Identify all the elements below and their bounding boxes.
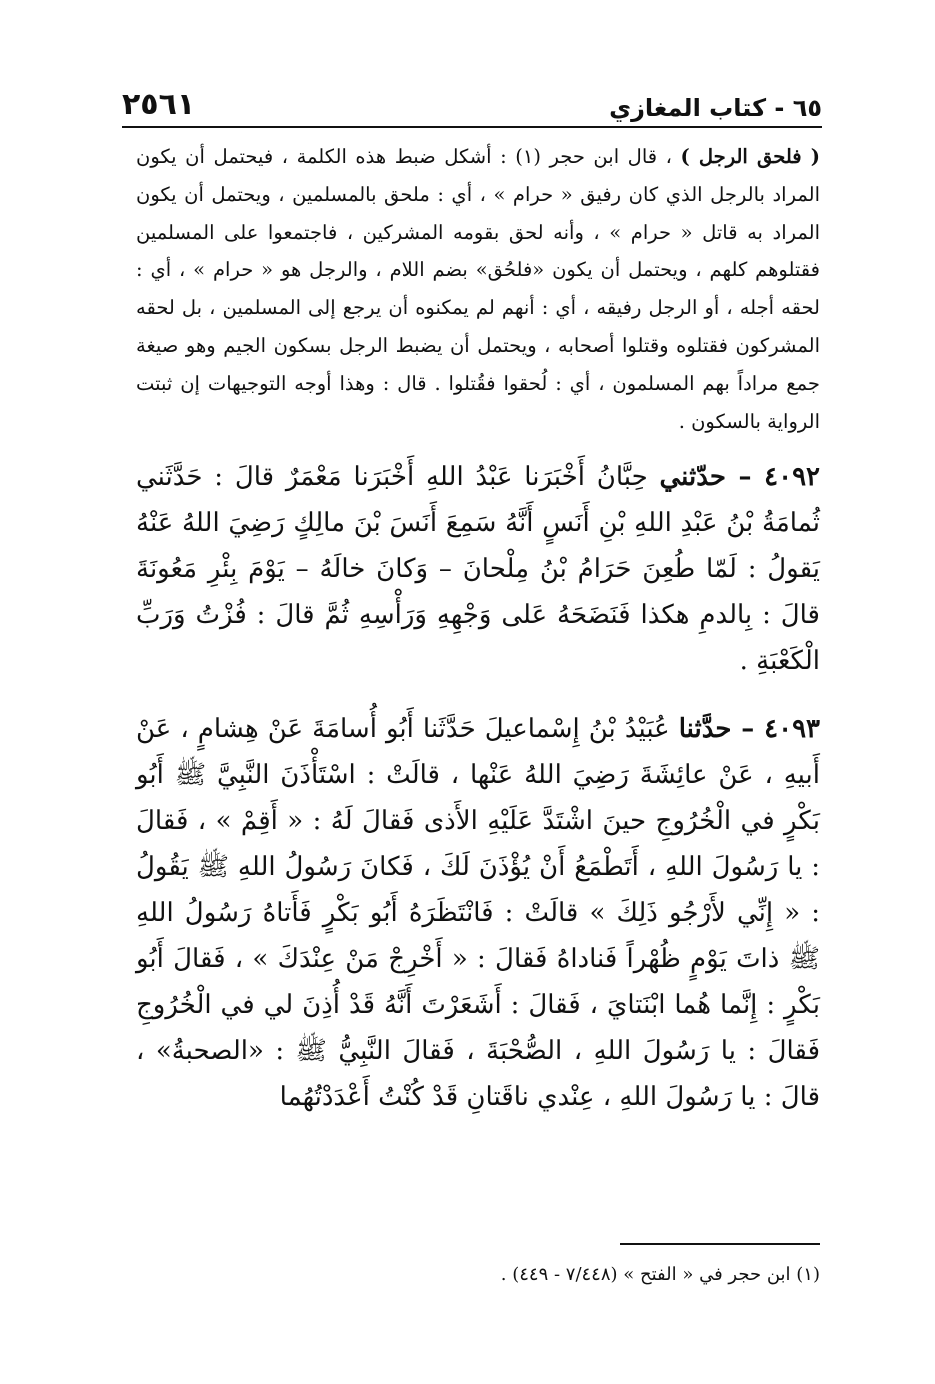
header-rule	[122, 126, 822, 128]
hadith-4092	[136, 454, 820, 684]
commentary-paragraph	[136, 138, 820, 440]
page-body	[136, 138, 820, 1120]
commentary-lead: ( فلحق الرجل )	[680, 145, 820, 168]
hadith-4093-text: عُبَيْدُ بْنُ إِسْماعيلَ حَدَّثَنا أَبُو أُسامَةَ عَنْ هِشامٍ ، عَنْ أَبيهِ ، عَنْ عائِشَةَ رَضِيَ اللهُ عَنْها ، قالَتْ : اسْتَأْذَنَ النَّبِيَّ ﷺ أَبُو بَكْرٍ في الْخُرُوجِ حينَ اشْتَدَّ عَلَيْهِ الأَذى فَقالَ لَهُ : « أَقِمْ » ، فَقالَ : يا رَسُولَ اللهِ ، أَتَطْمَعُ أَنْ يُؤْذَنَ لَكَ ، فَكانَ رَسُولُ اللهِ ﷺ يَقُولُ : « إِنِّي لأَرْجُو ذَلِكَ » قالَتْ : فَانْتَظَرَهُ أَبُو بَكْرٍ فَأَتاهُ رَسُولُ اللهِ ﷺ ذاتَ يَوْمٍ ظُهْراً فَناداهُ فَقالَ : « أَخْرِجْ مَنْ عِنْدَكَ » ، فَقالَ أَبُو بَكْرٍ : إِنَّما هُما ابْنَتايَ ، فَقالَ : أَشَعَرْتَ أَنَّهُ قَدْ أُذِنَ لي في الْخُرُوجِ فَقالَ : يا رَسُولَ اللهِ ، الصُّحْبَةَ ، فَقالَ النَّبِيُّ ﷺ : «الصحبةُ» ، قالَ : يا رَسُولَ اللهِ ، عِنْدي ناقَتانِ قَدْ كُنْتُ أَعْدَدْتُهُما	[136, 714, 820, 1113]
page-header	[122, 78, 822, 122]
footnote-rule	[620, 1243, 820, 1245]
footnote: (١) ابن حجر في « الفتح » (٧/٤٤٨ - ٤٤٩) .	[500, 1264, 820, 1285]
commentary-text: ، قال ابن حجر (١) : أشكل ضبط هذه الكلمة ، فيحتمل أن يكون المراد بالرجل الذي كان رفيق « حرام » ، أي : ملحق بالمسلمين ، ويحتمل أن يكون المراد به قاتل « حرام » ، وأنه لحق بقومه المشركين ، فاجتمعوا على المسلمين فقتلوهم كلهم ، ويحتمل أن يكون «فلحُق» بضم اللام ، والرجل هو « حرام » ، أي : لحقه أجله ، أو الرجل رفيقه ، أي : أنهم لم يمكنوه أن يرجع إلى المسلمين ، بل لحقه المشركون فقتلوه وقتلوا أصحابه ، ويحتمل أن يضبط الرجل بسكون الجيم وهو صيغة جمع مراداً بهم المسلمون ، أي : لُحقوا فقُتلوا . قال : وهذا أوجه التوجيهات إن ثبتت الرواية بالسكون .	[136, 145, 820, 433]
hadith-4093-intro: ٤٠٩٣ – حدَّثنا	[678, 714, 821, 745]
page-number: ٢٥٦١	[122, 87, 196, 122]
hadith-4092-text: حِبَّانُ أَخْبَرَنا عَبْدُ اللهِ أَخْبَرَنا مَعْمَرٌ قالَ : حَدَّثَني ثُمامَةُ بْنُ عَبْدِ اللهِ بْنِ أَنَسٍ أَنَّهُ سَمِعَ أَنَسَ بْنَ مالِكٍ رَضِيَ اللهُ عَنْهُ يَقولُ : لَمّا طُعِنَ حَرَامُ بْنُ مِلْحانَ – وَكانَ خالَهُ – يَوْمَ بِئْرِ مَعُونَةَ قالَ : بِالدمِ هكذا فَنَضَحَهُ عَلى وَجْهِهِ وَرَأْسِهِ ثُمَّ قالَ : فُزْتُ وَرَبِّ الْكَعْبَةِ .	[136, 462, 820, 677]
chapter-title: ٦٥ - كتاب المغازي	[609, 94, 822, 122]
hadith-4093	[136, 706, 820, 1120]
hadith-4092-intro: ٤٠٩٢ – حدّثني	[659, 462, 820, 493]
